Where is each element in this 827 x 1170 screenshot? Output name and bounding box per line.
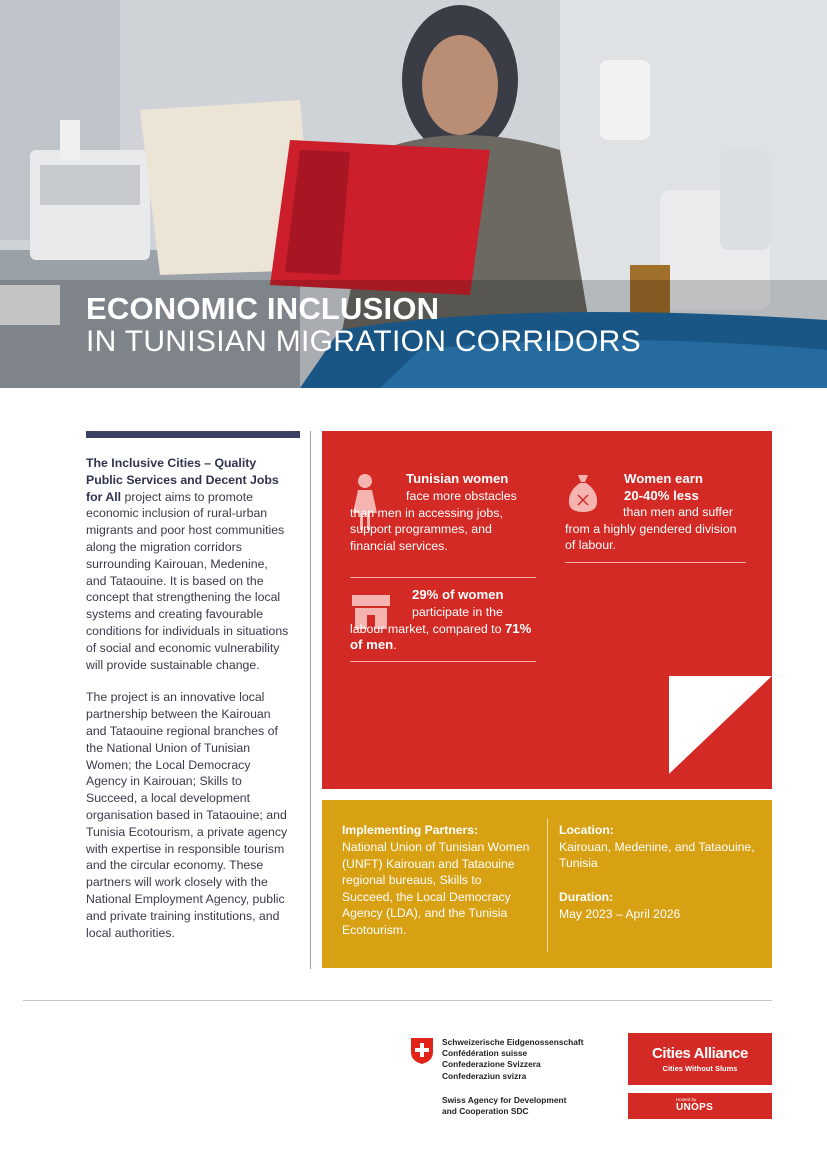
cities-alliance-name: Cities Alliance bbox=[652, 1045, 748, 1062]
swiss-line-3: Confederazione Svizzera bbox=[442, 1059, 541, 1070]
partners-label: Implementing Partners: bbox=[342, 823, 479, 837]
stat-earnings-highlight-2: 20-40% less bbox=[624, 487, 699, 503]
sdc-line-1: Swiss Agency for Development bbox=[442, 1095, 567, 1105]
duration-block bbox=[559, 889, 759, 922]
stat-labour-men: 71% of men bbox=[350, 620, 532, 652]
hosted-by-label: Hosted by bbox=[676, 1097, 697, 1102]
sdc-name bbox=[442, 1095, 566, 1117]
swiss-line-1: Schweizerische Eidgenossenschaft bbox=[442, 1037, 584, 1047]
details-divider bbox=[547, 818, 548, 952]
intro-text bbox=[86, 455, 291, 957]
location-block bbox=[559, 822, 759, 872]
column-divider bbox=[310, 431, 311, 969]
project-name: The Inclusive Cities – Quality Public Services and Decent Jobs for All bbox=[86, 456, 279, 504]
stat-labour-text bbox=[350, 604, 540, 654]
stat-earnings-highlight-1: Women earn bbox=[624, 471, 703, 486]
stat-earnings bbox=[624, 471, 764, 504]
stat-divider bbox=[565, 562, 746, 563]
details-panel bbox=[322, 800, 772, 968]
intro-paragraph-1-rest: project aims to promote economic inclusion of rural-urban migrants and poor host communities along the migration corridors surrounding Kairouan, Medenine, and Tataouine. It is based on the concept that strengthening the local systems and creating favourable conditions for individuals in situations of social and economic vulnerability will provide sustainable change. bbox=[86, 489, 289, 672]
duration-label: Duration: bbox=[559, 890, 614, 904]
footer-rule bbox=[23, 1000, 772, 1001]
stat-divider bbox=[350, 577, 536, 578]
partners-block bbox=[342, 822, 530, 839]
page-title bbox=[86, 293, 641, 357]
unops-name: UNOPS bbox=[676, 1102, 714, 1113]
title-light-line: IN TUNISIAN MIGRATION CORRIDORS bbox=[86, 324, 641, 358]
stats-panel bbox=[322, 431, 772, 789]
cities-alliance-logo bbox=[628, 1033, 772, 1085]
duration-text: May 2023 – April 2026 bbox=[559, 906, 681, 921]
hero-photo bbox=[0, 0, 827, 388]
stat-women-obstacles bbox=[406, 471, 581, 488]
stat-divider bbox=[350, 661, 536, 662]
location-label: Location: bbox=[559, 823, 614, 837]
intro-paragraph-2: The project is an innovative local partnership between the Kairouan and Tataouine regional branches of the National Union of Tunisian Women; the Local Democracy Agency in Kairouan; Skills to Succeed, a local development organisation based in Tataouine; and Tunisia Ecotourism, a private agency with expertise in responsible tourism and the circular economy. These partners will work closely with the National Employment Agency, public and private training institutions, and local authorities. bbox=[86, 690, 288, 940]
stat-labour-end: . bbox=[393, 638, 397, 652]
stat-earnings-text: than men and suffer from a highly gendered division of labour. bbox=[565, 505, 737, 552]
swiss-coat-of-arms-icon bbox=[410, 1037, 434, 1065]
swiss-confederation-names bbox=[442, 1037, 584, 1082]
stat-labour-highlight: 29% of women bbox=[412, 587, 504, 602]
stat-women-text: face more obstacles than men in accessing jobs, support programmes, and financial services. bbox=[350, 489, 517, 553]
folded-corner-graphic bbox=[669, 676, 772, 774]
sdc-line-2: and Cooperation SDC bbox=[442, 1106, 529, 1117]
stat-women-highlight: Tunisian women bbox=[406, 471, 509, 486]
swiss-line-2: Confédération suisse bbox=[442, 1048, 528, 1059]
stat-labour bbox=[412, 587, 592, 604]
title-bold-line: ECONOMIC INCLUSION bbox=[86, 291, 440, 326]
unops-logo bbox=[628, 1093, 772, 1119]
swiss-line-4: Confederaziun svizra bbox=[442, 1070, 527, 1081]
intro-paragraph-1 bbox=[86, 455, 291, 673]
cities-alliance-tagline: Cities Without Slums bbox=[662, 1064, 738, 1073]
partners-text: National Union of Tunisian Women (UNFT) Kairouan and Tataouine regional bureaus, Skills to Succeed, the Local Democracy Agency (LDA), and the Tunisia Ecotourism. bbox=[342, 840, 530, 937]
stat-labour-body: participate in the labour market, compared to bbox=[350, 605, 503, 636]
section-top-rule bbox=[86, 431, 300, 438]
location-text: Kairouan, Medenine, and Tataouine, Tunisia bbox=[559, 839, 755, 871]
